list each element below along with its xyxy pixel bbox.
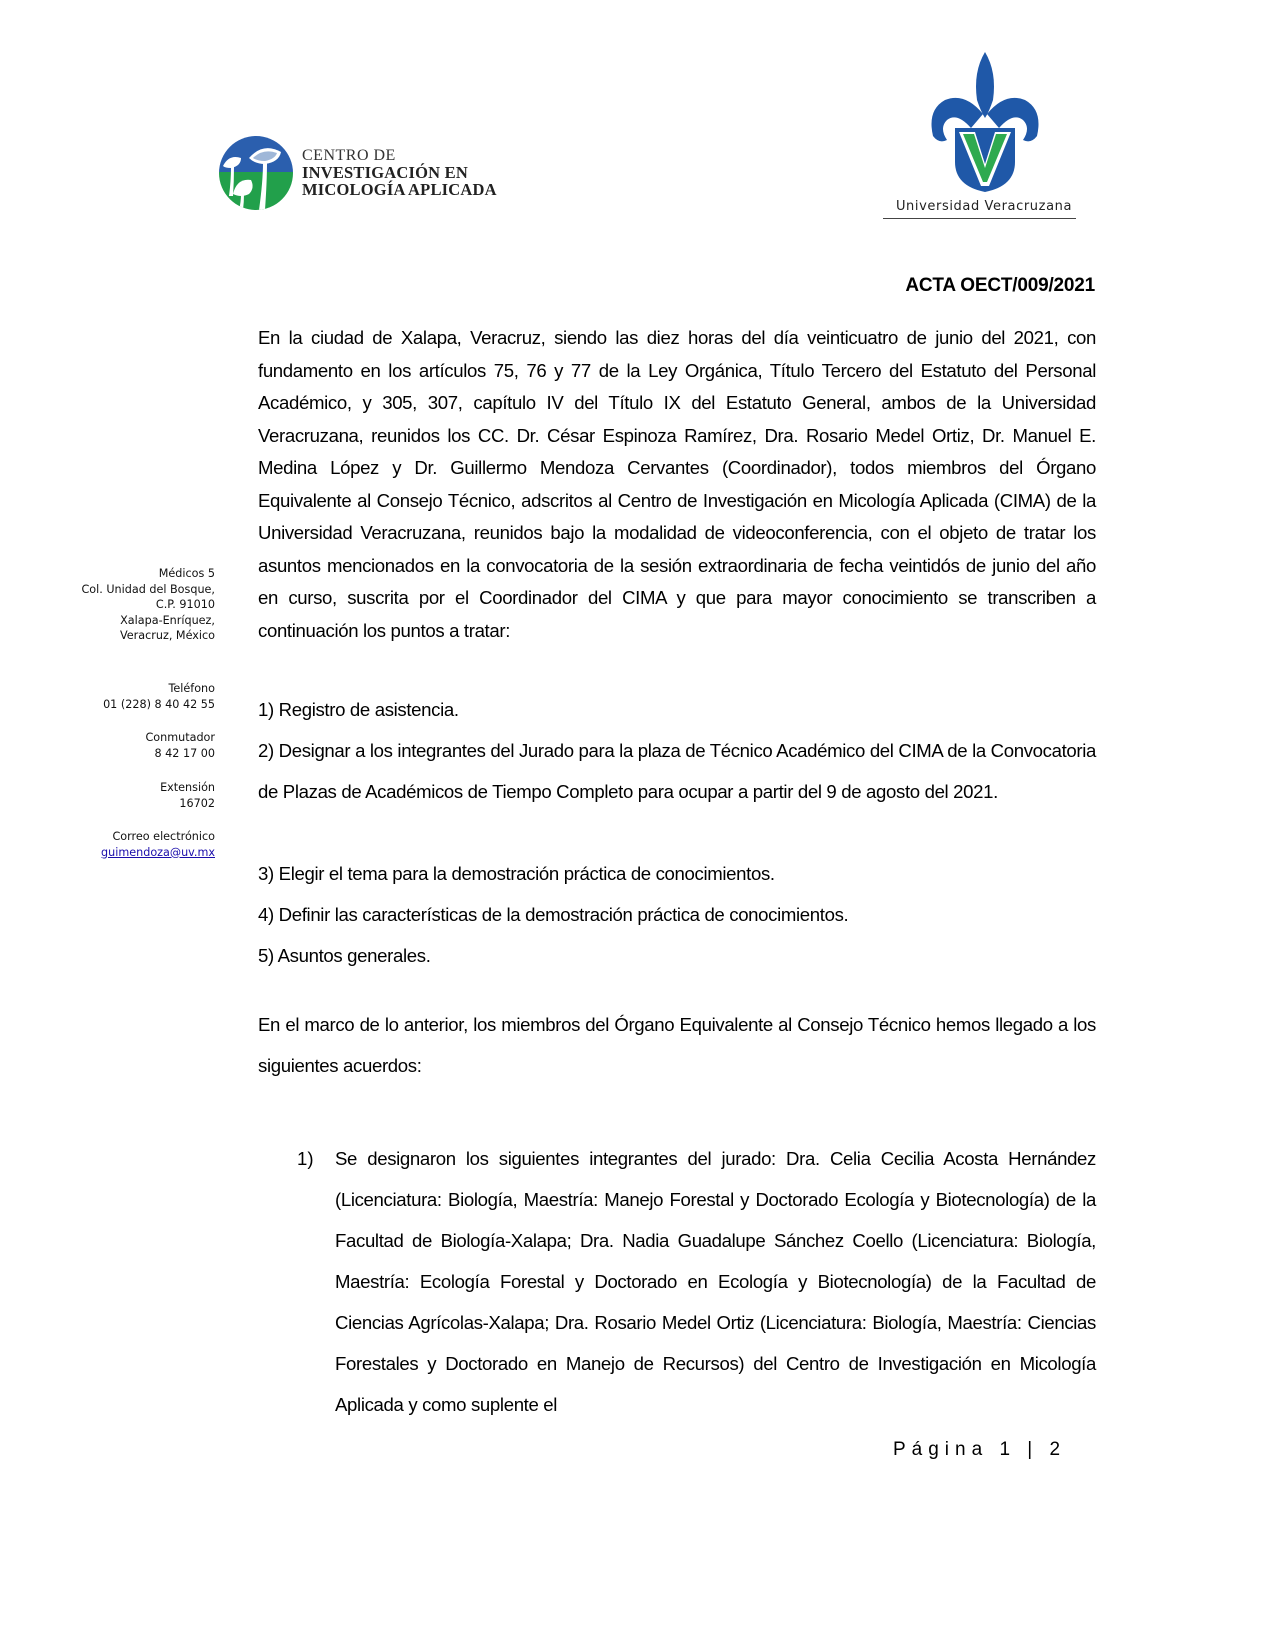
email-label: Correo electrónico <box>112 830 215 843</box>
extension-label: Extensión <box>160 781 215 794</box>
switchboard-label: Conmutador <box>145 731 215 744</box>
cima-line-1: CENTRO DE <box>302 147 396 164</box>
phone-value: 01 (228) 8 40 42 55 <box>103 697 215 711</box>
phone-label: Teléfono <box>168 682 215 695</box>
agenda-item: 1) Registro de asistencia. <box>258 699 459 720</box>
cima-line-2: INVESTIGACIÓN EN <box>302 163 468 182</box>
agenda-item: 5) Asuntos generales. <box>258 945 431 966</box>
switchboard-block <box>40 730 215 761</box>
cima-wordmark <box>302 147 497 198</box>
address-line: Col. Unidad del Bosque, <box>81 582 215 596</box>
address-line: Médicos 5 <box>158 567 215 580</box>
agreements-intro: En el marco de lo anterior, los miembros del Órgano Equivalente al Consejo Técnico hemos llegado a los siguientes acuerdos: <box>258 1014 1096 1076</box>
extension-block <box>40 780 215 811</box>
address-line: Veracruz, México <box>119 629 215 642</box>
agenda-item: 2) Designar a los integrantes del Jurado para la plaza de Técnico Académico del CIMA de la Convocatoria de Plazas de Académicos de Tiempo Completo para ocupar a partir del 9 de agosto del 2021. <box>258 740 1097 802</box>
uv-emblem <box>925 52 1045 192</box>
document-title: ACTA OECT/009/2021 <box>905 275 1095 296</box>
switchboard-value: 8 42 17 00 <box>154 746 215 760</box>
page-number: Página 1 | 2 <box>893 1439 1067 1460</box>
email-block <box>40 829 215 860</box>
address-block <box>40 566 215 644</box>
cima-logo <box>219 136 293 210</box>
address-line: C.P. 91010 <box>155 598 215 611</box>
agreement-number: 1) <box>297 1148 314 1169</box>
email-link[interactable]: guimendoza@uv.mx <box>101 845 215 859</box>
uv-underline <box>883 218 1076 219</box>
mushroom-emblem-icon <box>219 136 293 210</box>
extension-value: 16702 <box>179 796 215 810</box>
uv-label: Universidad Veracruzana <box>895 199 1073 214</box>
agenda-item: 3) Elegir el tema para la demostración práctica de conocimientos. <box>258 863 775 884</box>
address-line: Xalapa-Enríquez, <box>120 613 215 627</box>
intro-paragraph: En la ciudad de Xalapa, Veracruz, siendo las diez horas del día veinticuatro de junio del 2021, con fundamento en los artículos 75, 76 y 77 de la Ley Orgánica, Título Tercero del Estatuto del Personal Académico, y 305, 307, capítulo IV del Título IX del Estatuto General, ambos de la Universidad Veracruzana, reunidos los CC. Dr. César Espinoza Ramírez, Dra. Rosario Medel Ortiz, Dr. Manuel E. Medina López y Dr. Guillermo Mendoza Cervantes (Coordinador), todos miembros del Órgano Equivalente al Consejo Técnico, adscritos al Centro de Investigación en Micología Aplicada (CIMA) de la Universidad Veracruzana, reunidos bajo la modalidad de videoconferencia, con el objeto de tratar los asuntos mencionados en la convocatoria de la sesión extraordinaria de fecha veintidós de junio del año en curso, suscrita por el Coordinador del CIMA y que para mayor conocimiento se transcriben a continuación los puntos a tratar: <box>258 327 1096 641</box>
agenda-item: 4) Definir las características de la demostración práctica de conocimientos. <box>258 904 849 925</box>
cima-line-3: MICOLOGÍA APLICADA <box>302 180 497 199</box>
fleur-de-lis-icon <box>925 52 1045 192</box>
agreement-text: Se designaron los siguientes integrantes del jurado: Dra. Celia Cecilia Acosta Hernández (Licenciatura: Biología, Maestría: Manejo Forestal y Doctorado Ecología y Biotecnología) de la Facultad de Biología-Xalapa; Dra. Nadia Guadalupe Sánchez Coello (Licenciatura: Biología, Maestría: Ecología Forestal y Doctorado en Ecología y Biotecnología) de la Facultad de Ciencias Agrícolas-Xalapa; Dra. Rosario Medel Ortiz (Licenciatura: Biología, Maestría: Ciencias Forestales y Doctorado en Manejo de Recursos) del Centro de Investigación en Micología Aplicada y como suplente el <box>335 1148 1096 1415</box>
phone-block <box>40 681 215 712</box>
